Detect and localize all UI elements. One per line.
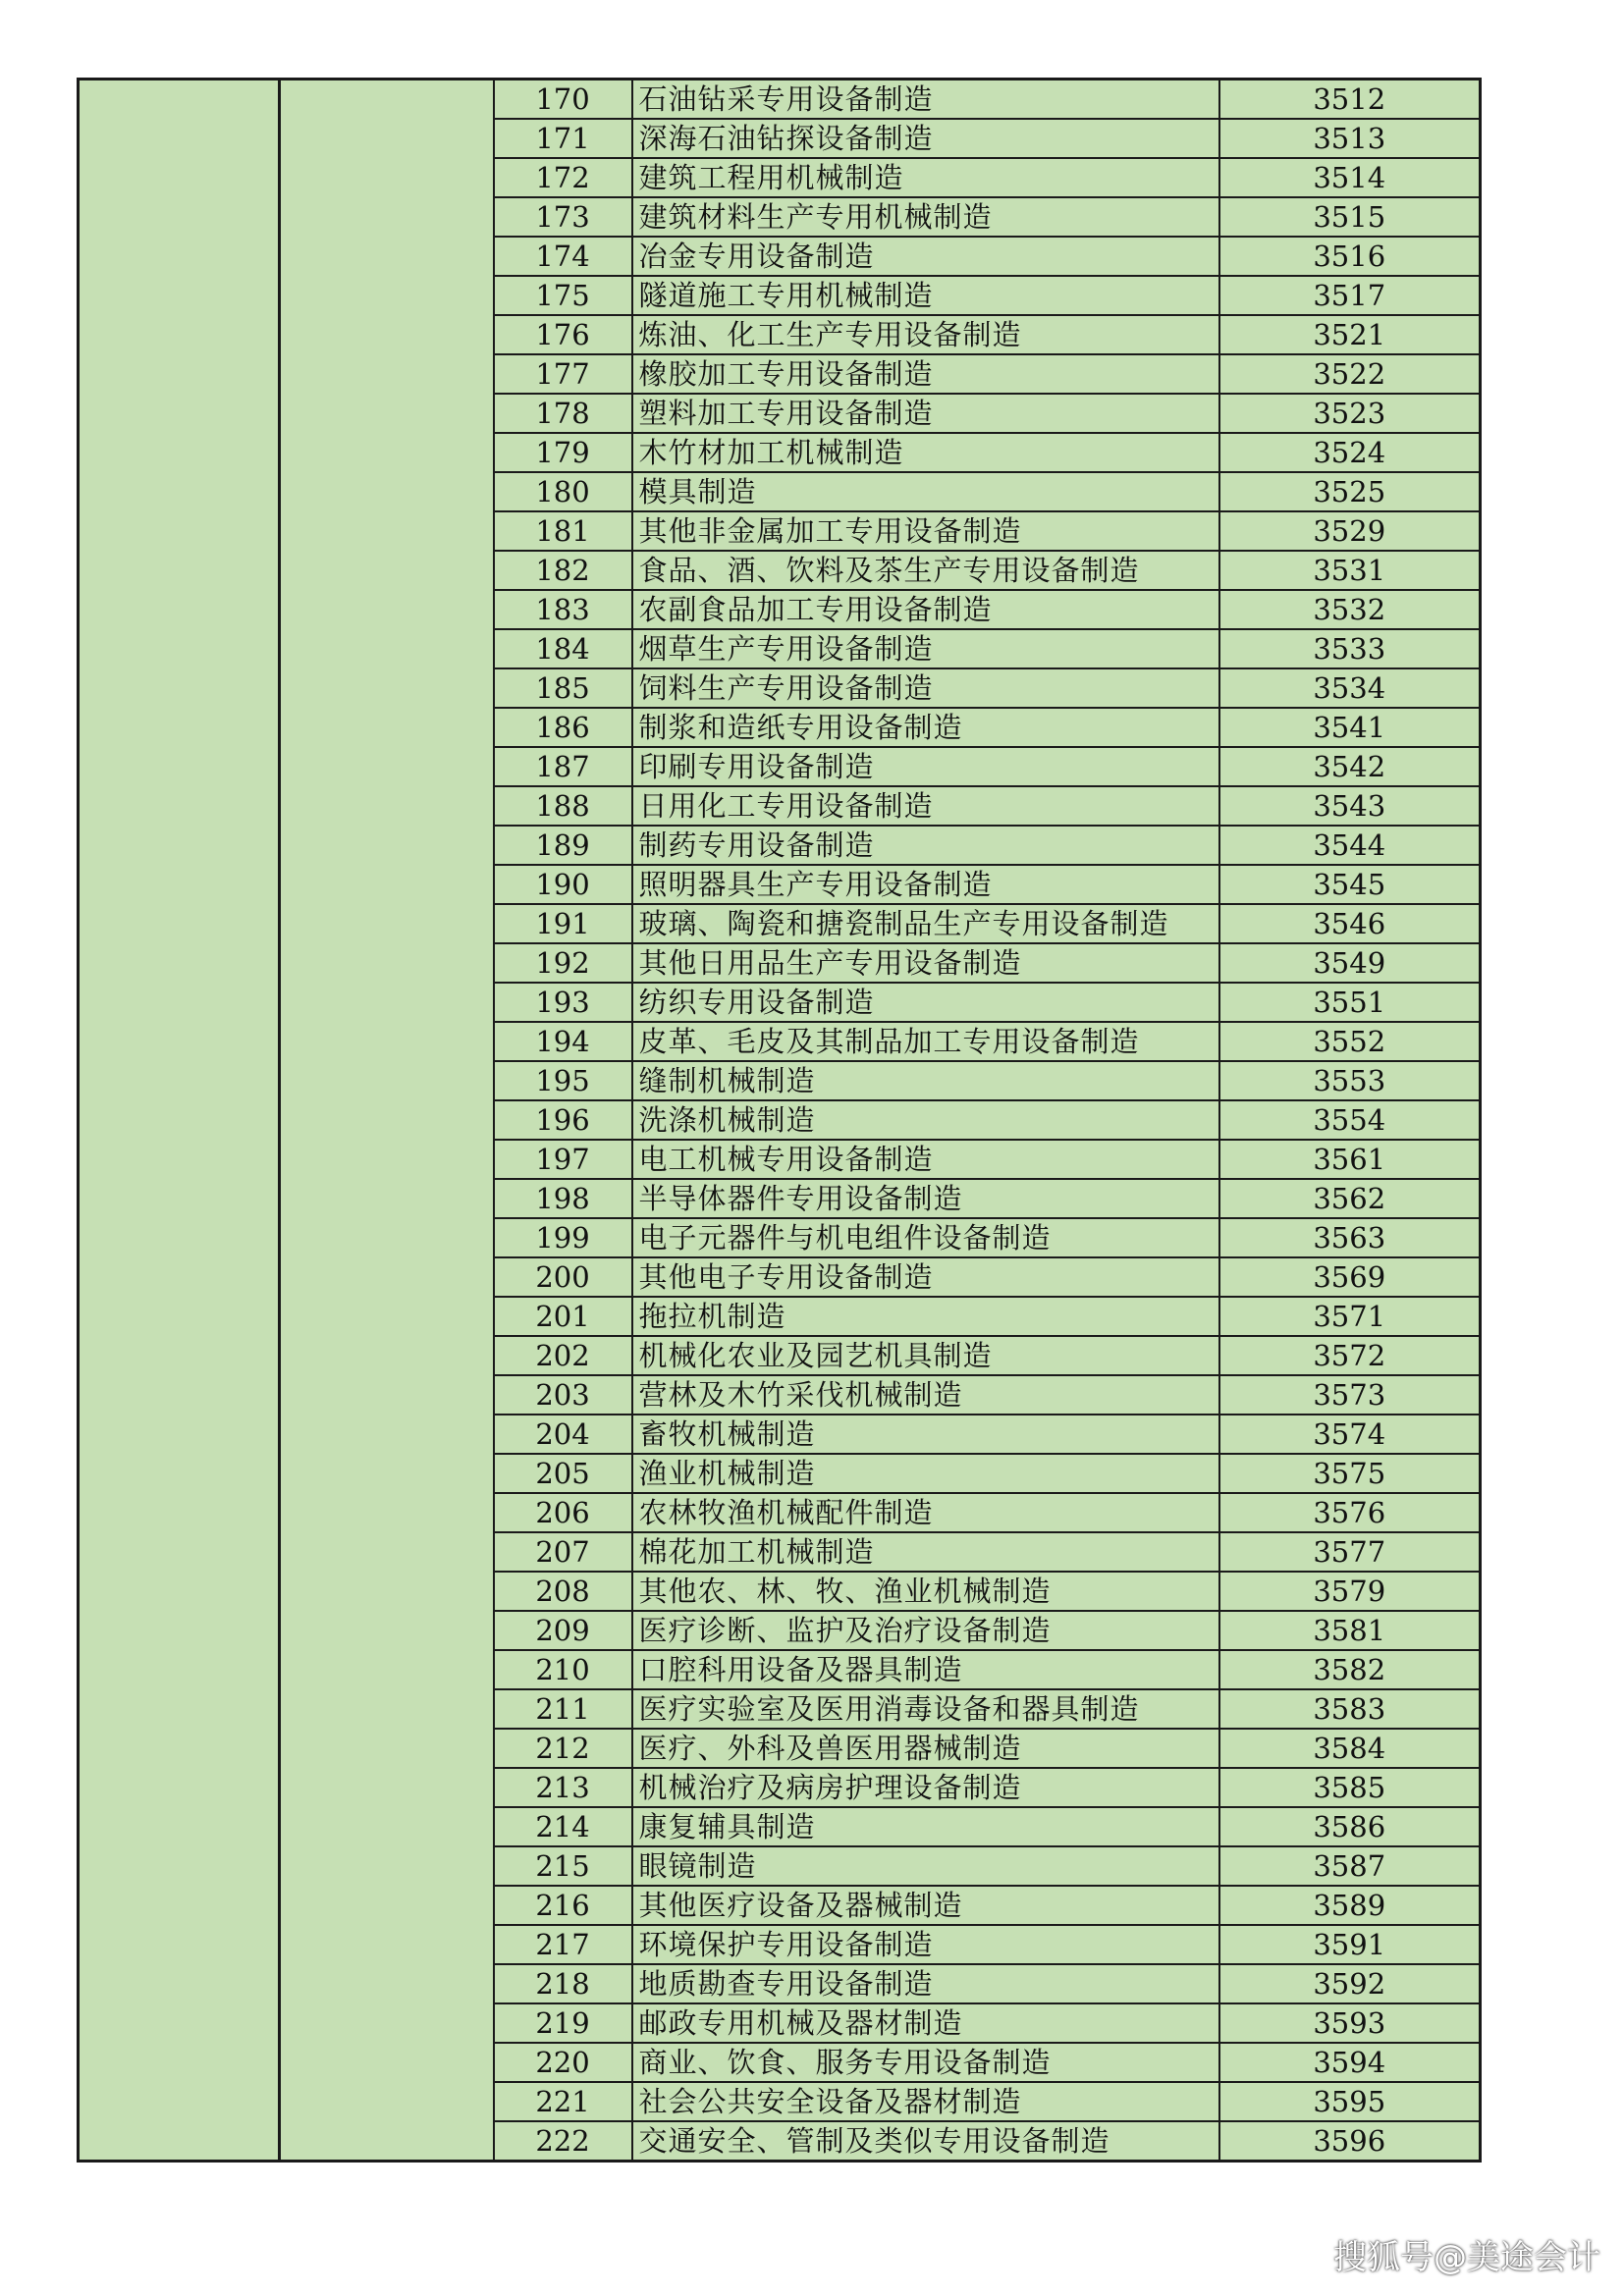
industry-code: 3522 bbox=[1219, 354, 1481, 394]
industry-code: 3552 bbox=[1219, 1022, 1481, 1061]
row-number: 188 bbox=[494, 786, 632, 826]
industry-code: 3543 bbox=[1219, 786, 1481, 826]
industry-name: 棉花加工机械制造 bbox=[632, 1532, 1219, 1572]
industry-name: 照明器具生产专用设备制造 bbox=[632, 865, 1219, 904]
watermark-text: 搜狐号@美途会计 bbox=[1333, 2238, 1600, 2277]
industry-code: 3553 bbox=[1219, 1061, 1481, 1100]
industry-name: 农林牧渔机械配件制造 bbox=[632, 1493, 1219, 1532]
row-number: 175 bbox=[494, 276, 632, 315]
row-number: 186 bbox=[494, 708, 632, 747]
industry-name: 石油钻采专用设备制造 bbox=[632, 80, 1219, 120]
industry-code: 3569 bbox=[1219, 1257, 1481, 1297]
row-number: 182 bbox=[494, 551, 632, 590]
industry-code: 3596 bbox=[1219, 2121, 1481, 2162]
industry-name: 医疗、外科及兽医用器械制造 bbox=[632, 1729, 1219, 1768]
industry-code: 3582 bbox=[1219, 1650, 1481, 1689]
row-number: 176 bbox=[494, 315, 632, 354]
industry-name: 烟草生产专用设备制造 bbox=[632, 629, 1219, 668]
table-row bbox=[79, 80, 1481, 120]
industry-code: 3515 bbox=[1219, 197, 1481, 237]
industry-code: 3524 bbox=[1219, 433, 1481, 472]
industry-code: 3561 bbox=[1219, 1140, 1481, 1179]
industry-name: 饲料生产专用设备制造 bbox=[632, 668, 1219, 708]
industry-name: 机械化农业及园艺机具制造 bbox=[632, 1336, 1219, 1375]
industry-code: 3575 bbox=[1219, 1454, 1481, 1493]
row-number: 187 bbox=[494, 747, 632, 786]
industry-name: 制药专用设备制造 bbox=[632, 826, 1219, 865]
industry-name: 深海石油钻探设备制造 bbox=[632, 119, 1219, 158]
row-number: 203 bbox=[494, 1375, 632, 1415]
row-number: 178 bbox=[494, 394, 632, 433]
row-number: 193 bbox=[494, 983, 632, 1022]
industry-name: 其他日用品生产专用设备制造 bbox=[632, 943, 1219, 983]
row-number: 173 bbox=[494, 197, 632, 237]
industry-code: 3584 bbox=[1219, 1729, 1481, 1768]
industry-code: 3574 bbox=[1219, 1415, 1481, 1454]
industry-code-table bbox=[77, 78, 1482, 2163]
category-cell-1 bbox=[79, 80, 280, 2162]
industry-name: 洗涤机械制造 bbox=[632, 1100, 1219, 1140]
industry-code: 3587 bbox=[1219, 1846, 1481, 1886]
row-number: 209 bbox=[494, 1611, 632, 1650]
row-number: 198 bbox=[494, 1179, 632, 1218]
industry-name: 其他电子专用设备制造 bbox=[632, 1257, 1219, 1297]
row-number: 217 bbox=[494, 1925, 632, 1964]
industry-name: 交通安全、管制及类似专用设备制造 bbox=[632, 2121, 1219, 2162]
industry-name: 畜牧机械制造 bbox=[632, 1415, 1219, 1454]
industry-name: 印刷专用设备制造 bbox=[632, 747, 1219, 786]
industry-name: 日用化工专用设备制造 bbox=[632, 786, 1219, 826]
row-number: 179 bbox=[494, 433, 632, 472]
industry-code: 3577 bbox=[1219, 1532, 1481, 1572]
industry-code: 3591 bbox=[1219, 1925, 1481, 1964]
row-number: 208 bbox=[494, 1572, 632, 1611]
industry-name: 木竹材加工机械制造 bbox=[632, 433, 1219, 472]
row-number: 183 bbox=[494, 590, 632, 629]
industry-code: 3529 bbox=[1219, 511, 1481, 551]
industry-name: 其他医疗设备及器械制造 bbox=[632, 1886, 1219, 1925]
industry-name: 电工机械专用设备制造 bbox=[632, 1140, 1219, 1179]
industry-code: 3589 bbox=[1219, 1886, 1481, 1925]
row-number: 177 bbox=[494, 354, 632, 394]
industry-name: 电子元器件与机电组件设备制造 bbox=[632, 1218, 1219, 1257]
industry-name: 农副食品加工专用设备制造 bbox=[632, 590, 1219, 629]
industry-name: 机械治疗及病房护理设备制造 bbox=[632, 1768, 1219, 1807]
industry-name: 建筑材料生产专用机械制造 bbox=[632, 197, 1219, 237]
industry-code: 3562 bbox=[1219, 1179, 1481, 1218]
industry-name: 商业、饮食、服务专用设备制造 bbox=[632, 2043, 1219, 2082]
industry-code: 3516 bbox=[1219, 237, 1481, 276]
industry-code: 3525 bbox=[1219, 472, 1481, 511]
industry-name: 地质勘查专用设备制造 bbox=[632, 1964, 1219, 2003]
row-number: 221 bbox=[494, 2082, 632, 2121]
industry-code: 3594 bbox=[1219, 2043, 1481, 2082]
industry-code: 3512 bbox=[1219, 80, 1481, 120]
industry-code: 3513 bbox=[1219, 119, 1481, 158]
row-number: 180 bbox=[494, 472, 632, 511]
industry-code: 3585 bbox=[1219, 1768, 1481, 1807]
row-number: 220 bbox=[494, 2043, 632, 2082]
row-number: 194 bbox=[494, 1022, 632, 1061]
row-number: 197 bbox=[494, 1140, 632, 1179]
category-cell-2 bbox=[280, 80, 494, 2162]
industry-code: 3544 bbox=[1219, 826, 1481, 865]
row-number: 185 bbox=[494, 668, 632, 708]
row-number: 206 bbox=[494, 1493, 632, 1532]
industry-code: 3583 bbox=[1219, 1689, 1481, 1729]
industry-name: 渔业机械制造 bbox=[632, 1454, 1219, 1493]
industry-name: 玻璃、陶瓷和搪瓷制品生产专用设备制造 bbox=[632, 904, 1219, 943]
industry-code: 3593 bbox=[1219, 2003, 1481, 2043]
industry-code: 3571 bbox=[1219, 1297, 1481, 1336]
industry-code: 3514 bbox=[1219, 158, 1481, 197]
industry-code: 3581 bbox=[1219, 1611, 1481, 1650]
industry-name: 冶金专用设备制造 bbox=[632, 237, 1219, 276]
industry-code: 3595 bbox=[1219, 2082, 1481, 2121]
row-number: 218 bbox=[494, 1964, 632, 2003]
table-body bbox=[79, 80, 1481, 2162]
industry-name: 橡胶加工专用设备制造 bbox=[632, 354, 1219, 394]
industry-code: 3545 bbox=[1219, 865, 1481, 904]
row-number: 207 bbox=[494, 1532, 632, 1572]
industry-code: 3592 bbox=[1219, 1964, 1481, 2003]
industry-name: 炼油、化工生产专用设备制造 bbox=[632, 315, 1219, 354]
industry-code: 3576 bbox=[1219, 1493, 1481, 1532]
row-number: 214 bbox=[494, 1807, 632, 1846]
row-number: 202 bbox=[494, 1336, 632, 1375]
industry-name: 营林及木竹采伐机械制造 bbox=[632, 1375, 1219, 1415]
industry-name: 半导体器件专用设备制造 bbox=[632, 1179, 1219, 1218]
industry-name: 塑料加工专用设备制造 bbox=[632, 394, 1219, 433]
industry-name: 皮革、毛皮及其制品加工专用设备制造 bbox=[632, 1022, 1219, 1061]
row-number: 215 bbox=[494, 1846, 632, 1886]
row-number: 189 bbox=[494, 826, 632, 865]
industry-name: 建筑工程用机械制造 bbox=[632, 158, 1219, 197]
industry-code: 3532 bbox=[1219, 590, 1481, 629]
industry-code: 3572 bbox=[1219, 1336, 1481, 1375]
row-number: 192 bbox=[494, 943, 632, 983]
row-number: 201 bbox=[494, 1297, 632, 1336]
row-number: 210 bbox=[494, 1650, 632, 1689]
industry-name: 口腔科用设备及器具制造 bbox=[632, 1650, 1219, 1689]
row-number: 170 bbox=[494, 80, 632, 120]
industry-name: 医疗诊断、监护及治疗设备制造 bbox=[632, 1611, 1219, 1650]
industry-name: 康复辅具制造 bbox=[632, 1807, 1219, 1846]
industry-name: 其他农、林、牧、渔业机械制造 bbox=[632, 1572, 1219, 1611]
industry-name: 邮政专用机械及器材制造 bbox=[632, 2003, 1219, 2043]
industry-name: 医疗实验室及医用消毒设备和器具制造 bbox=[632, 1689, 1219, 1729]
industry-name: 隧道施工专用机械制造 bbox=[632, 276, 1219, 315]
industry-code: 3533 bbox=[1219, 629, 1481, 668]
industry-code: 3549 bbox=[1219, 943, 1481, 983]
row-number: 195 bbox=[494, 1061, 632, 1100]
row-number: 174 bbox=[494, 237, 632, 276]
row-number: 211 bbox=[494, 1689, 632, 1729]
industry-code: 3554 bbox=[1219, 1100, 1481, 1140]
industry-code: 3541 bbox=[1219, 708, 1481, 747]
industry-name: 模具制造 bbox=[632, 472, 1219, 511]
row-number: 199 bbox=[494, 1218, 632, 1257]
industry-code: 3517 bbox=[1219, 276, 1481, 315]
row-number: 181 bbox=[494, 511, 632, 551]
row-number: 216 bbox=[494, 1886, 632, 1925]
industry-name: 环境保护专用设备制造 bbox=[632, 1925, 1219, 1964]
industry-name: 其他非金属加工专用设备制造 bbox=[632, 511, 1219, 551]
row-number: 213 bbox=[494, 1768, 632, 1807]
row-number: 200 bbox=[494, 1257, 632, 1297]
industry-code: 3531 bbox=[1219, 551, 1481, 590]
row-number: 196 bbox=[494, 1100, 632, 1140]
industry-name: 眼镜制造 bbox=[632, 1846, 1219, 1886]
row-number: 219 bbox=[494, 2003, 632, 2043]
row-number: 204 bbox=[494, 1415, 632, 1454]
row-number: 205 bbox=[494, 1454, 632, 1493]
industry-code: 3573 bbox=[1219, 1375, 1481, 1415]
industry-name: 制浆和造纸专用设备制造 bbox=[632, 708, 1219, 747]
row-number: 171 bbox=[494, 119, 632, 158]
industry-code: 3563 bbox=[1219, 1218, 1481, 1257]
row-number: 191 bbox=[494, 904, 632, 943]
industry-code: 3586 bbox=[1219, 1807, 1481, 1846]
row-number: 184 bbox=[494, 629, 632, 668]
industry-name: 纺织专用设备制造 bbox=[632, 983, 1219, 1022]
industry-name: 缝制机械制造 bbox=[632, 1061, 1219, 1100]
industry-code: 3523 bbox=[1219, 394, 1481, 433]
industry-name: 食品、酒、饮料及茶生产专用设备制造 bbox=[632, 551, 1219, 590]
industry-code: 3551 bbox=[1219, 983, 1481, 1022]
row-number: 172 bbox=[494, 158, 632, 197]
row-number: 212 bbox=[494, 1729, 632, 1768]
industry-code: 3521 bbox=[1219, 315, 1481, 354]
row-number: 190 bbox=[494, 865, 632, 904]
industry-name: 拖拉机制造 bbox=[632, 1297, 1219, 1336]
industry-code: 3534 bbox=[1219, 668, 1481, 708]
industry-code: 3579 bbox=[1219, 1572, 1481, 1611]
industry-name: 社会公共安全设备及器材制造 bbox=[632, 2082, 1219, 2121]
industry-code: 3546 bbox=[1219, 904, 1481, 943]
row-number: 222 bbox=[494, 2121, 632, 2162]
industry-code: 3542 bbox=[1219, 747, 1481, 786]
